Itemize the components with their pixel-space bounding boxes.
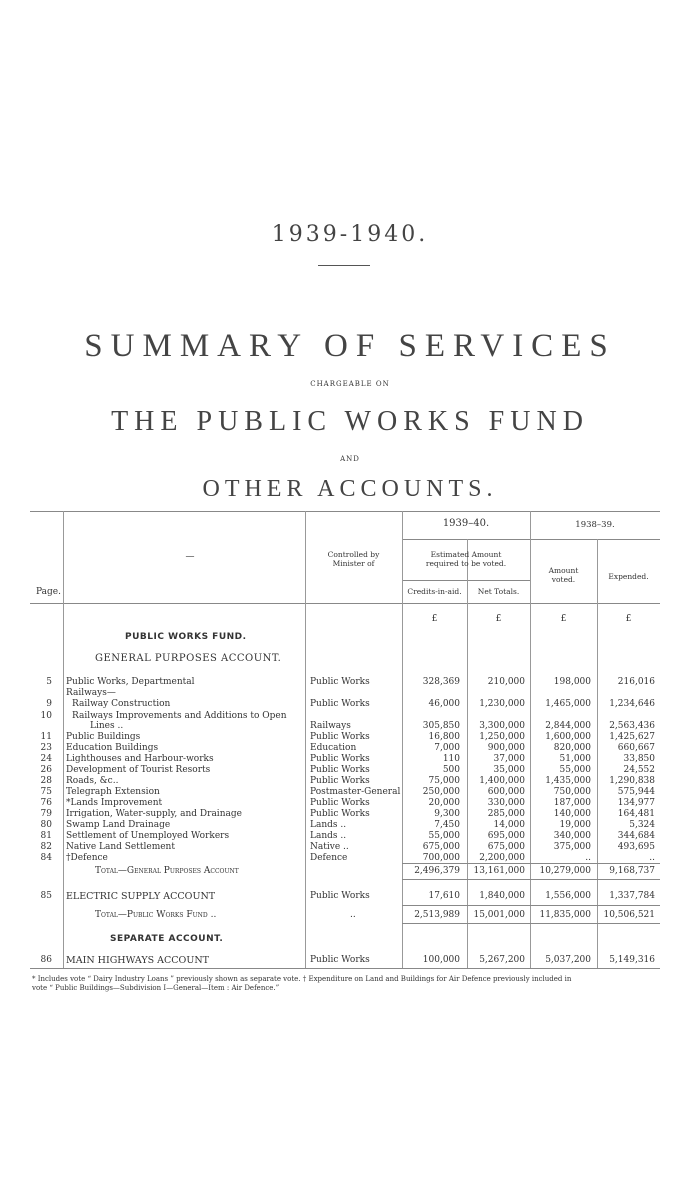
- service-cell: Education Buildings: [66, 743, 159, 754]
- credits-cell: 2,496,379: [414, 866, 460, 877]
- service-cell: *Lands Improvement: [66, 797, 163, 808]
- fund-title: THE PUBLIC WORKS FUND: [111, 406, 589, 437]
- expended-cell: 493,695: [617, 841, 655, 852]
- amount-voted-cell: 19,000: [559, 820, 591, 831]
- net-total-cell: 5,267,200: [479, 955, 525, 965]
- net-total-cell: 695,000: [487, 831, 525, 842]
- net-total-cell: 1,230,000: [479, 699, 525, 710]
- page-cell: 10: [40, 710, 52, 721]
- credits-cell: 305,850: [422, 720, 460, 731]
- amount-voted-cell: 820,000: [553, 743, 591, 754]
- total-rule: [402, 879, 660, 880]
- subsection-heading: GENERAL PURPOSES ACCOUNT.: [95, 653, 282, 664]
- amount-voted-cell: ..: [585, 852, 591, 863]
- credits-cell: 700,000: [422, 852, 460, 863]
- minister-cell: Public Works: [310, 890, 370, 901]
- header-rule: [402, 580, 530, 581]
- minister-cell: Lands ..: [310, 831, 347, 842]
- net-total-cell: 15,001,000: [473, 910, 525, 921]
- amount-voted-cell: 187,000: [553, 797, 591, 808]
- credits-cell: 17,610: [428, 890, 460, 901]
- col-divider: [63, 511, 64, 968]
- credits-cell: 7,450: [434, 820, 460, 831]
- total-rule: [402, 923, 660, 924]
- total-rule: [402, 905, 660, 906]
- page-cell: 11: [40, 732, 52, 743]
- col-divider: [305, 511, 306, 968]
- expended-cell: 575,944: [617, 787, 655, 798]
- footer-rule: [30, 968, 660, 969]
- amount-voted-cell: 1,465,000: [545, 699, 591, 710]
- page-cell: 86: [40, 955, 52, 965]
- net-total-cell: 1,250,000: [479, 732, 525, 743]
- expended-cell: 9,168,737: [609, 866, 655, 877]
- net-total-cell: 285,000: [487, 808, 525, 819]
- net-total-cell: 210,000: [487, 677, 525, 687]
- amount-voted-cell: 1,435,000: [545, 776, 591, 787]
- total-fund-label: Total—Public Works Fund ..: [95, 910, 217, 921]
- amount-voted-cell: 340,000: [553, 831, 591, 842]
- net-total-cell: 13,161,000: [473, 866, 525, 877]
- currency-label: £: [495, 614, 502, 624]
- service-cell: Development of Tourist Resorts: [66, 764, 211, 775]
- total-general-label: Total—General Purposes Account: [95, 866, 239, 877]
- chargeable-on-label: CHARGEABLE ON: [310, 380, 390, 388]
- amount-voted-cell: 55,000: [559, 764, 591, 775]
- and-label: AND: [340, 455, 360, 463]
- page-cell: 80: [40, 820, 52, 831]
- service-cell: Irrigation, Water-supply, and Drainage: [66, 808, 242, 819]
- minister-cell: Public Works: [310, 677, 370, 687]
- credits-cell: 500: [442, 764, 460, 775]
- service-cell: Lighthouses and Harbour-works: [66, 753, 214, 764]
- expended-cell: 5,324: [629, 820, 655, 831]
- page-cell: 9: [46, 699, 52, 710]
- main-highways-label: MAIN HIGHWAYS ACCOUNT: [66, 955, 209, 966]
- minister-cell: Public Works: [310, 732, 370, 743]
- page-cell: 26: [40, 764, 52, 775]
- amount-voted-cell: 1,556,000: [545, 890, 591, 901]
- header-controlled: Controlled by Minister of: [327, 550, 380, 568]
- credits-cell: 675,000: [422, 841, 460, 852]
- service-cell: Public Works, Departmental: [66, 677, 195, 687]
- minister-cell: Public Works: [310, 753, 370, 764]
- minister-cell: Lands ..: [310, 820, 347, 831]
- amount-voted-cell: 750,000: [553, 787, 591, 798]
- net-total-cell: 14,000: [493, 820, 525, 831]
- currency-label: £: [625, 614, 632, 624]
- amount-voted-cell: 10,279,000: [539, 866, 591, 877]
- service-cell: Telegraph Extension: [66, 787, 160, 798]
- service-cell: Railways Improvements and Additions to Open: [72, 710, 287, 721]
- amount-voted-cell: 2,844,000: [545, 720, 591, 731]
- credits-cell: 250,000: [422, 787, 460, 798]
- header-amount-voted: Amount voted.: [548, 566, 579, 584]
- minister-cell: Public Works: [310, 776, 370, 787]
- page-cell: 85: [40, 890, 52, 901]
- year-heading: 1939-1940.: [271, 222, 429, 247]
- page-cell: 76: [40, 797, 52, 808]
- minister-cell: Public Works: [310, 699, 370, 710]
- page-cell: 23: [40, 743, 52, 754]
- net-total-cell: 1,400,000: [479, 776, 525, 787]
- expended-cell: 164,481: [617, 808, 655, 819]
- header-rule: [402, 539, 660, 540]
- expended-cell: 134,977: [617, 797, 655, 808]
- header-year-previous: 1938–39.: [575, 520, 615, 530]
- credits-cell: 110: [442, 753, 460, 764]
- expended-cell: 33,850: [623, 753, 655, 764]
- amount-voted-cell: 5,037,200: [545, 955, 591, 965]
- service-cell: Native Land Settlement: [66, 841, 175, 852]
- credits-cell: 20,000: [428, 797, 460, 808]
- credits-cell: 75,000: [428, 776, 460, 787]
- section-heading: PUBLIC WORKS FUND.: [125, 632, 247, 642]
- expended-cell: 1,234,646: [609, 699, 655, 710]
- electric-label: ELECTRIC SUPPLY ACCOUNT: [66, 890, 216, 902]
- expended-cell: 1,290,838: [609, 776, 655, 787]
- header-page: Page.: [36, 587, 61, 597]
- minister-cell: Public Works: [310, 808, 370, 819]
- minister-cell: ..: [350, 910, 356, 921]
- page-title: SUMMARY OF SERVICES: [84, 328, 616, 364]
- credits-cell: 100,000: [422, 955, 460, 965]
- expended-cell: 1,425,627: [609, 732, 655, 743]
- header-year-current: 1939–40.: [442, 518, 490, 529]
- page-cell: 79: [40, 808, 52, 819]
- service-cell: Railway Construction: [72, 699, 171, 710]
- expended-cell: 1,337,784: [609, 890, 655, 901]
- expended-cell: 216,016: [617, 677, 655, 687]
- credits-cell: 328,369: [422, 677, 460, 687]
- service-cell: Settlement of Unemployed Workers: [66, 831, 230, 842]
- page-cell: 24: [40, 753, 52, 764]
- service-cell: †Defence: [66, 852, 108, 863]
- expended-cell: ..: [649, 852, 655, 863]
- net-total-cell: 675,000: [487, 841, 525, 852]
- service-cell: Roads, &c..: [66, 776, 119, 787]
- net-total-cell: 35,000: [493, 764, 525, 775]
- header-estimated: Estimated Amount required to be voted.: [425, 550, 507, 568]
- page-cell: 81: [40, 831, 52, 842]
- net-total-cell: 37,000: [493, 753, 525, 764]
- expended-cell: 660,667: [617, 743, 655, 754]
- page-cell: 5: [46, 677, 52, 687]
- header-bottom-rule: [30, 603, 660, 604]
- amount-voted-cell: 51,000: [559, 753, 591, 764]
- amount-voted-cell: 11,835,000: [539, 910, 591, 921]
- page-cell: 84: [40, 852, 52, 863]
- service-cell: Swamp Land Drainage: [66, 820, 171, 831]
- currency-label: £: [560, 614, 567, 624]
- minister-cell: Public Works: [310, 955, 370, 965]
- net-total-cell: 900,000: [487, 743, 525, 754]
- minister-cell: Education: [310, 743, 357, 754]
- table-top-rule: [30, 511, 660, 512]
- currency-label: £: [431, 614, 438, 624]
- credits-cell: 55,000: [428, 831, 460, 842]
- credits-cell: 46,000: [428, 699, 460, 710]
- amount-voted-cell: 198,000: [553, 677, 591, 687]
- header-service: —: [185, 552, 195, 562]
- minister-cell: Native ..: [310, 841, 349, 852]
- service-cell: Railways—: [66, 688, 116, 699]
- expended-cell: 2,563,436: [609, 720, 655, 731]
- amount-voted-cell: 375,000: [553, 841, 591, 852]
- other-accounts-title: OTHER ACCOUNTS.: [202, 476, 498, 502]
- minister-cell: Public Works: [310, 797, 370, 808]
- amount-voted-cell: 1,600,000: [545, 732, 591, 743]
- minister-cell: Defence: [310, 852, 348, 863]
- header-credits: Credits-in-aid.: [407, 587, 462, 596]
- footnote: vote “ Public Buildings—Subdivision I—General—Item : Air Defence.”: [32, 984, 280, 992]
- expended-cell: 24,552: [623, 764, 655, 775]
- credits-cell: 9,300: [434, 808, 460, 819]
- net-total-cell: 3,300,000: [479, 720, 525, 731]
- minister-cell: Railways: [310, 720, 351, 731]
- expended-cell: 344,684: [617, 831, 655, 842]
- minister-cell: Postmaster-General: [310, 787, 401, 798]
- net-total-cell: 600,000: [487, 787, 525, 798]
- page-cell: 75: [40, 787, 52, 798]
- expended-cell: 5,149,316: [609, 955, 655, 965]
- page-cell: 82: [40, 841, 52, 852]
- header-expended: Expended.: [608, 572, 649, 581]
- expended-cell: 10,506,521: [603, 910, 655, 921]
- amount-voted-cell: 140,000: [553, 808, 591, 819]
- total-rule: [402, 863, 660, 864]
- service-cell: Public Buildings: [66, 732, 141, 743]
- section-heading: SEPARATE ACCOUNT.: [110, 933, 224, 944]
- credits-cell: 7,000: [434, 743, 460, 754]
- credits-cell: 2,513,989: [414, 910, 460, 921]
- net-total-cell: 2,200,000: [479, 852, 525, 863]
- net-total-cell: 1,840,000: [479, 890, 525, 901]
- header-net-totals: Net Totals.: [477, 587, 520, 596]
- page-cell: 28: [40, 776, 52, 787]
- net-total-cell: 330,000: [487, 797, 525, 808]
- service-cell: Lines ..: [90, 720, 124, 731]
- footnote: * Includes vote “ Dairy Industry Loans ” previously shown as separate vote. † Expenditure on Land and Buildings for Air Defence previously included in: [32, 975, 572, 983]
- minister-cell: Public Works: [310, 764, 370, 775]
- credits-cell: 16,800: [428, 732, 460, 743]
